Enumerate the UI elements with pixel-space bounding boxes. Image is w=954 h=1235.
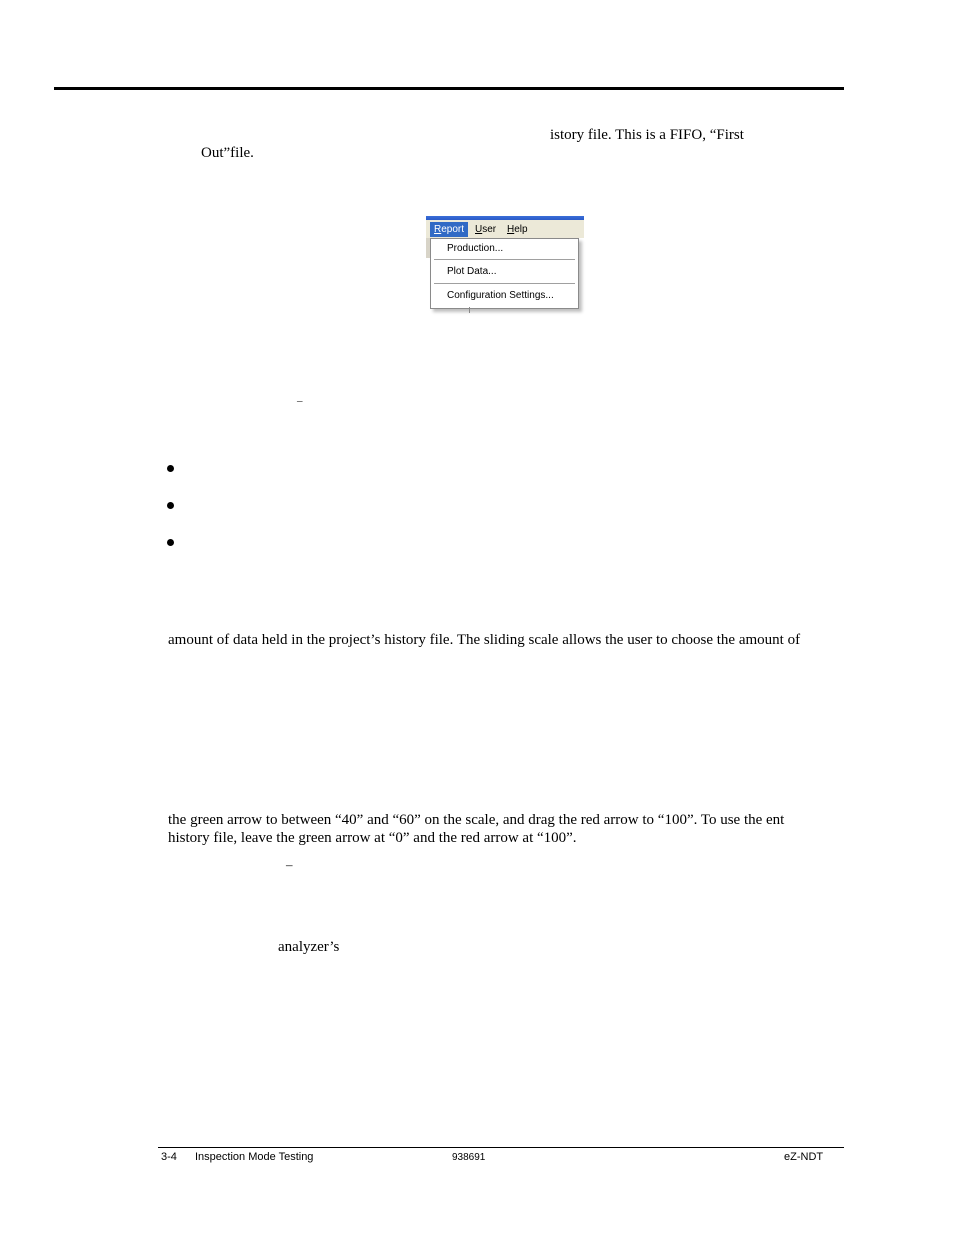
background-mark	[469, 307, 470, 313]
footer-product-name: eZ-NDT	[784, 1151, 824, 1163]
footer-doc-number: 938691	[452, 1152, 486, 1163]
menu-item-plot-data[interactable]: Plot Data...	[447, 266, 497, 277]
body-text-line: amount of data held in the project’s history file. The sliding scale allows the user to choose the amount of	[168, 632, 801, 648]
body-text-line: the green arrow to between “40” and “60” on the scale, and drag the red arrow to “100”. To use the ent	[168, 812, 785, 828]
dash-mark: –	[297, 395, 303, 407]
bullet	[167, 502, 174, 509]
body-text-line: Out”file.	[201, 145, 254, 161]
menu-separator	[434, 259, 575, 260]
menu-help[interactable]: Help	[507, 224, 528, 235]
body-text-line: istory file. This is a FIFO, “First	[550, 127, 744, 143]
report-menu-screenshot	[426, 216, 584, 312]
bullet	[167, 465, 174, 472]
menu-separator	[434, 283, 575, 284]
footer-section-title: Inspection Mode Testing	[195, 1151, 314, 1163]
menu-item-configuration-settings[interactable]: Configuration Settings...	[447, 290, 554, 301]
body-text-line: analyzer’s	[278, 939, 340, 955]
menu-report[interactable]: Report	[430, 222, 468, 237]
menu-bar	[426, 216, 584, 238]
report-dropdown	[430, 238, 579, 309]
menu-item-production[interactable]: Production...	[447, 243, 504, 254]
menu-user[interactable]: User	[475, 224, 497, 235]
dash-mark: –	[286, 857, 293, 872]
footer-rule	[158, 1147, 844, 1148]
header-rule	[54, 87, 844, 90]
bullet	[167, 539, 174, 546]
body-text-line: history file, leave the green arrow at “0” and the red arrow at “100”.	[168, 830, 577, 846]
page-number: 3-4	[161, 1151, 177, 1163]
